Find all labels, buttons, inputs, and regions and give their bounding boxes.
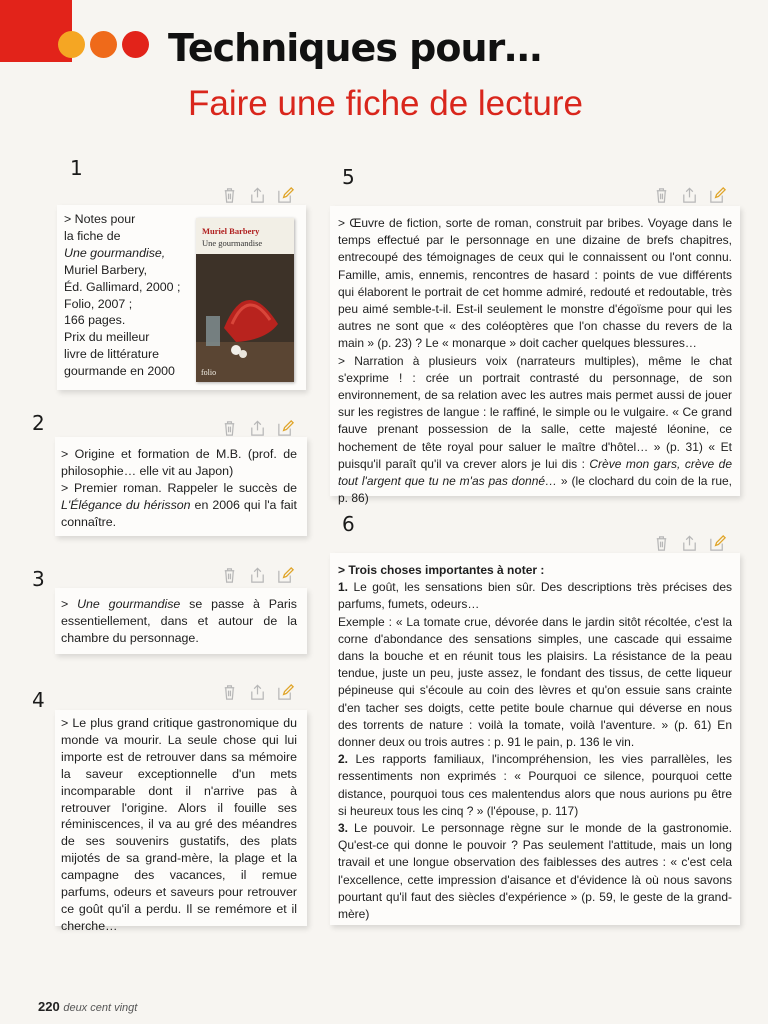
- paragraph: > Origine et formation de M.B. (prof. de philosophie… elle vit au Japon): [61, 447, 297, 478]
- section-heading: > Trois choses importantes à noter :: [338, 563, 545, 577]
- text-line: gourmande en 2000: [64, 364, 175, 379]
- text-line: > Notes pour: [64, 212, 136, 226]
- share-icon[interactable]: [680, 534, 699, 553]
- dot-red: [122, 31, 149, 58]
- share-icon[interactable]: [248, 566, 267, 585]
- share-icon[interactable]: [248, 419, 267, 438]
- text-line: Muriel Barbery,: [64, 262, 148, 277]
- book-author: Muriel Barbery: [202, 226, 260, 236]
- title-dots: [58, 31, 149, 58]
- section-3-number: 3: [32, 567, 45, 591]
- text-line: 166 pages.: [64, 313, 126, 328]
- paragraph: > Narration à plusieurs voix (narrateurs multiples), même le chat s'exprime ! : crée un portrait contrasté du personnage, de son environnement, de sa relation avec les autres mais permet aussi de jouer sur les registres de langue : le raffiné, le simple ou le vulgaire. « Ce grand fauve prenant possession de la salle, cette majesté léonine, ce hochement de tête royal pour saluer le maître d'hôtel… » (p. 31) « Et puisqu'il paraît qu'il va crever alors je lui dis : Crève mon gars, crève de tout l'argent que tu ne m'as pas donné… » (le clochard du coin de la rue, p. 86): [338, 353, 733, 506]
- section-2-toolbar: [220, 419, 295, 438]
- text-line: livre de littérature: [64, 347, 160, 362]
- edit-icon[interactable]: [276, 683, 295, 702]
- paragraph: > Le plus grand critique gastronomique du monde va mourir. La seule chose qui lui importe est de retrouver dans sa mémoire la saveur exceptionnelle d'un mets incomparable dont il n'arrive pas à retrouver l'origine. Alors il fouille ses réminiscences, il va au gré des méandres de ses souvenirs gustatifs, des plats mijotés de sa grand-mère, la plage et la campagne des vacances, il remue parfums, odeurs et saveurs pour retrouver ce goût qu'il a perdu. Il se remémore et il cherche…: [61, 716, 297, 933]
- edit-icon[interactable]: [276, 186, 295, 205]
- edit-icon[interactable]: [276, 566, 295, 585]
- share-icon[interactable]: [248, 186, 267, 205]
- list-item: Exemple : « La tomate crue, dévorée dans le jardin sitôt récoltée, c'est la corne d'abondance des sensations simples, une cascade qui essaime dans la bouche et en réunit tous les plaisirs. La résistance de la peau tendue, juste un peu, juste assez, le fondant des tissus, de cette liqueur pépineuse qui s'écoule au coin des lèvres et qu'on essuie sans crainte d'en tacher ses doigts, cette petite boule charnue qui déverse en nous des torrents de nature : voilà la tomate, voilà l'aventure. » (p. 61) En donner deux ou trois autres : p. 91 le pain, p. 136 le vin.: [338, 614, 732, 750]
- section-4-toolbar: [220, 683, 295, 702]
- edit-icon[interactable]: [708, 186, 727, 205]
- section-2-text: [61, 446, 297, 531]
- section-3-toolbar: [220, 566, 295, 585]
- trash-icon[interactable]: [220, 683, 239, 702]
- section-4-number: 4: [32, 688, 45, 712]
- paragraph: > Une gourmandise se passe à Paris essentiellement, dans et autour de la chambre du personnage.: [61, 597, 297, 645]
- section-1-toolbar: [220, 186, 295, 205]
- dot-orange: [90, 31, 117, 58]
- trash-icon[interactable]: [220, 566, 239, 585]
- trash-icon[interactable]: [652, 534, 671, 553]
- text-line: Prix du meilleur: [64, 330, 150, 345]
- page-title: Techniques pour…: [168, 26, 542, 70]
- section-6-text: [338, 562, 732, 923]
- page-subtitle: Faire une fiche de lecture: [188, 84, 583, 123]
- list-item: 3. Le pouvoir. Le personnage règne sur le monde de la gastronomie. Qu'est-ce qui donne le pouvoir ? Pas seulement l'attitude, mais un long travail et une longue observation des faiblesses des autres : « c'est cela l'excellence, cette impression d'aisance et d'évidence là où nous savons pourtant qu'il faut des siècles d'expérience » (p. 59, le geste de la grand-mère): [338, 821, 732, 922]
- section-5-number: 5: [342, 165, 355, 189]
- text-line: Une gourmandise,: [64, 245, 166, 260]
- book-publisher: folio: [201, 368, 217, 377]
- paragraph: > Premier roman. Rappeler le succès de L'Élégance du hérisson en 2006 qui l'a fait connaître.: [61, 480, 297, 529]
- page-footer: [38, 999, 137, 1014]
- book-title: Une gourmandise: [202, 238, 263, 248]
- section-3-text: [61, 596, 297, 647]
- section-6-toolbar: [652, 534, 727, 553]
- trash-icon[interactable]: [652, 186, 671, 205]
- section-2-number: 2: [32, 411, 45, 435]
- section-1-number: 1: [70, 156, 83, 180]
- trash-icon[interactable]: [220, 419, 239, 438]
- section-4-text: [61, 715, 297, 935]
- section-6-number: 6: [342, 512, 355, 536]
- list-item: 1. Le goût, les sensations bien sûr. Des descriptions très précises des parfums, fumets, odeurs…: [338, 580, 732, 612]
- share-icon[interactable]: [680, 186, 699, 205]
- trash-icon[interactable]: [220, 186, 239, 205]
- page-number-words: deux cent vingt: [63, 1002, 138, 1014]
- edit-icon[interactable]: [708, 534, 727, 553]
- text-line: Folio, 2007 ;: [64, 296, 133, 311]
- edit-icon[interactable]: [276, 419, 295, 438]
- text-line: Éd. Gallimard, 2000 ;: [64, 279, 181, 294]
- section-5-toolbar: [652, 186, 727, 205]
- book-cover: [196, 218, 294, 382]
- paragraph: > Œuvre de fiction, sorte de roman, construit par bribes. Voyage dans le temps effectué par le personnage en une dizaine de brefs chapitres, entrecoupé des témoignages de ceux qui le connaissent ou l'ont connu. Famille, amis, ennemis, rencontres de hasard : points de vue différents qui élaborent le portrait de cet homme admiré, redouté et redoutable, très peu aimé semble-t-il. Est-il seulement le monstre d'égoïsme pour qui les autres ne sont que « des coléoptères que l'on chasse du revers de la main » (p. 23) ? Le « monarque » doit cacher quelques blessures…: [338, 216, 732, 351]
- page-number: 220: [38, 999, 60, 1014]
- text-line: la fiche de: [64, 228, 121, 243]
- book-cover-painting: [196, 254, 294, 382]
- share-icon[interactable]: [248, 683, 267, 702]
- dot-yellow: [58, 31, 85, 58]
- list-item: 2. Les rapports familiaux, l'incompréhension, les vies parrallèles, les ressentiments non exprimés : « Pourquoi ce silence, pourquoi cette distance, pourquoi tous ces malentendus alors que nous aurions pu être si heureux tous les cinq ? » (l'épouse, p. 117): [338, 752, 732, 818]
- section-1-text: [64, 211, 194, 380]
- section-5-text: [338, 215, 732, 507]
